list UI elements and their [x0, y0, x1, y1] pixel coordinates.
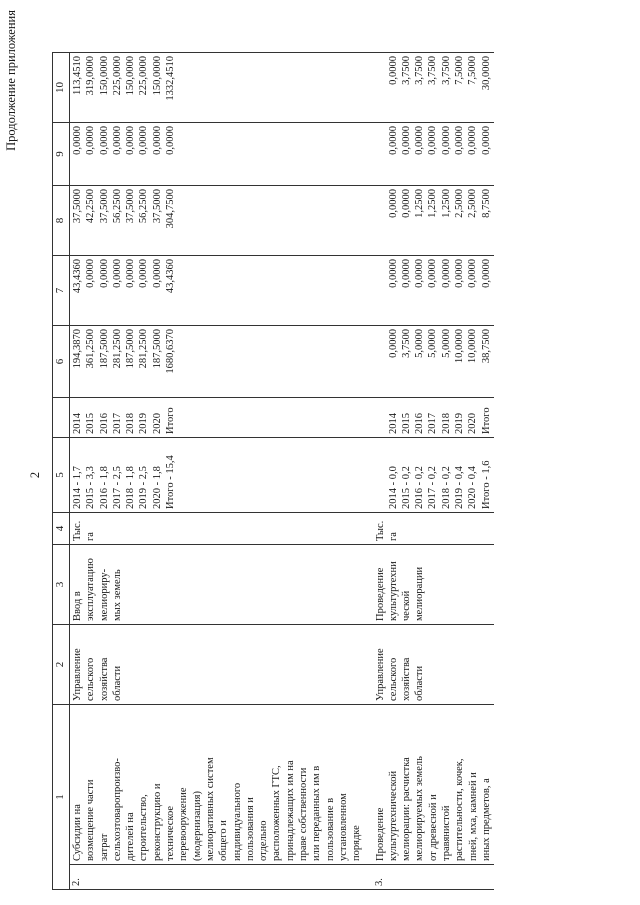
table-row	[365, 53, 495, 890]
number-line: 10,0000	[454, 329, 466, 364]
text-line: индивидуального	[231, 782, 243, 861]
header-cell: 9	[53, 123, 70, 186]
text-line: мелиорации	[414, 566, 426, 621]
text-line: Управление	[374, 648, 386, 701]
number-line: 0,0000	[125, 259, 137, 288]
year-line: 2014	[72, 413, 83, 434]
number-line: 0,0000	[480, 126, 492, 155]
column-6-values	[70, 326, 365, 398]
value-line: 2015 - 3,3	[85, 466, 97, 509]
header-cell: 2	[53, 625, 70, 705]
year-line: 2019	[138, 413, 150, 434]
table-row	[70, 53, 365, 890]
number-line: 56,2500	[111, 189, 123, 224]
text-line: затрат	[98, 833, 110, 861]
value-line: 2020 - 0,4	[467, 466, 479, 509]
number-line: 0,0000	[400, 259, 412, 288]
unit	[365, 513, 495, 545]
number-line: 0,0000	[454, 126, 466, 155]
value-line: 2015 - 0,2	[400, 466, 412, 509]
text-line: эксплуатацию	[85, 558, 97, 621]
header-cell: 10	[53, 53, 70, 123]
number-line: 0,0000	[427, 259, 439, 288]
value-line: Итого - 1,6	[480, 460, 492, 509]
text-line: мелиорируемых земель	[414, 756, 426, 861]
number-line: 1,2500	[440, 189, 452, 218]
text-line: области	[414, 665, 426, 701]
value-line: 2016 - 1,8	[98, 466, 110, 509]
text-line: пользование в	[324, 797, 336, 861]
number-line: 0,0000	[138, 126, 150, 155]
text-line: праве собственности	[298, 767, 310, 861]
executor	[365, 625, 495, 705]
number-line: 0,0000	[480, 259, 492, 288]
number-line: 1680,6370	[165, 329, 177, 374]
text-line: расположенных ГТС,	[271, 765, 283, 861]
number-line: 56,2500	[138, 189, 150, 224]
number-line: 194,3870	[72, 329, 83, 369]
text-line: отдельно	[258, 820, 270, 861]
year-line: 2014	[387, 413, 399, 434]
text-line: порядке	[351, 825, 363, 861]
number-line: 0,0000	[85, 126, 97, 155]
column-8-values	[70, 186, 365, 256]
number-line: 0,0000	[111, 259, 123, 288]
number-line: 0,0000	[387, 259, 399, 288]
number-line: 7,5000	[467, 56, 479, 85]
column-8-values	[365, 186, 495, 256]
indicator	[70, 545, 365, 625]
number-line: 0,0000	[125, 126, 137, 155]
number-line: 10,0000	[467, 329, 479, 364]
text-line: от древесной и	[427, 794, 439, 861]
number-line: 150,0000	[98, 56, 110, 96]
header-cell: 8	[53, 186, 70, 256]
year-line: 2020	[151, 413, 163, 434]
number-line: 3,7500	[400, 56, 412, 85]
year-line: 2016	[414, 413, 426, 434]
text-line: растительности, кочек,	[454, 758, 466, 861]
number-line: 0,0000	[387, 56, 399, 85]
number-line: 37,5000	[98, 189, 110, 224]
text-line: реконструкцию и	[151, 783, 163, 861]
number-line: 42,2500	[85, 189, 97, 224]
column-6-values	[365, 326, 495, 398]
number-line: 43,4360	[72, 259, 83, 294]
text-line: га	[85, 532, 97, 541]
number-line: 187,5000	[98, 329, 110, 369]
text-line: или переданных им в	[311, 765, 323, 861]
year-line: 2018	[125, 413, 137, 434]
number-line: 0,0000	[400, 189, 412, 218]
header-row	[53, 53, 70, 890]
value-line: Итого - 15,4	[165, 455, 177, 509]
number-line: 304,7500	[165, 189, 177, 229]
number-line: 0,0000	[454, 259, 466, 288]
value-line: 2016 - 0,2	[414, 466, 426, 509]
year-line: 2015	[85, 413, 97, 434]
text-line: иных предметов, а	[480, 778, 492, 861]
number-line: 5,0000	[414, 329, 426, 358]
text-line: Тыс.	[374, 520, 386, 541]
number-line: 37,5000	[125, 189, 137, 224]
activity-name	[70, 705, 365, 865]
number-line: 0,0000	[85, 259, 97, 288]
text-line: сельского	[85, 657, 97, 701]
text-line: области	[111, 665, 123, 701]
column-9-values	[365, 123, 495, 186]
text-line: га	[387, 532, 399, 541]
text-line: пользования и	[244, 797, 256, 861]
number-line: 0,0000	[387, 329, 399, 358]
number-line: 5,0000	[427, 329, 439, 358]
number-line: 0,0000	[151, 126, 163, 155]
text-line: дителей на	[125, 812, 137, 861]
text-line: сельхозтоваропроизво-	[111, 758, 123, 861]
header-cell: 4	[53, 513, 70, 545]
value-line: 2014 - 1,7	[72, 466, 83, 509]
number-line: 0,0000	[440, 259, 452, 288]
year-line: 2020	[467, 413, 479, 434]
year-line: 2016	[98, 413, 110, 434]
value-line: 2020 - 1,8	[151, 466, 163, 509]
text-line: мелиорации: расчистка	[401, 757, 413, 861]
text-line: пней, мха, камней и	[467, 772, 479, 861]
row-number: 3.	[365, 865, 495, 890]
indicator-values	[70, 438, 365, 513]
indicator	[365, 545, 495, 625]
number-line: 0,0000	[467, 259, 479, 288]
text-line: травянистой	[441, 805, 453, 861]
number-line: 0,0000	[98, 259, 110, 288]
value-line: 2019 - 0,4	[454, 466, 466, 509]
number-line: 1332,4510	[165, 56, 177, 101]
number-line: 1,2500	[414, 189, 426, 218]
year-line: 2018	[440, 413, 452, 434]
number-line: 0,0000	[440, 126, 452, 155]
text-line: возмещение части	[85, 779, 97, 861]
text-line: мых земель	[111, 569, 123, 621]
page-number: 2	[28, 471, 42, 479]
text-line: хозяйства	[98, 657, 110, 701]
number-line: 37,5000	[72, 189, 83, 224]
year-line: 2017	[427, 413, 439, 434]
column-10-values	[365, 53, 495, 123]
number-line: 3,7500	[400, 329, 412, 358]
number-line: 7,5000	[454, 56, 466, 85]
years	[70, 398, 365, 438]
text-line: мелиоративных систем	[204, 757, 216, 861]
number-line: 150,0000	[125, 56, 137, 96]
number-line: 281,2500	[138, 329, 150, 369]
text-line: Ввод в	[72, 591, 83, 621]
value-line: 2018 - 1,8	[125, 466, 137, 509]
header-cell: 1	[53, 705, 70, 890]
year-line: 2015	[400, 413, 412, 434]
row-number: 2.	[70, 865, 365, 890]
text-line: установленном	[337, 793, 349, 861]
number-line: 30,0000	[480, 56, 492, 91]
text-line: (модернизация)	[191, 791, 203, 861]
text-line: Субсидии на	[72, 804, 83, 861]
number-line: 361,2500	[85, 329, 97, 369]
text-line: перевооружение	[178, 787, 190, 861]
number-line: 0,0000	[111, 126, 123, 155]
value-line: 2017 - 0,2	[427, 466, 439, 509]
number-line: 187,5000	[151, 329, 163, 369]
year-line: 2019	[454, 413, 466, 434]
year-line: 2017	[111, 413, 123, 434]
number-line: 38,7500	[480, 329, 492, 364]
number-line: 0,0000	[427, 126, 439, 155]
number-line: 2,5000	[467, 189, 479, 218]
number-line: 0,0000	[165, 126, 177, 155]
text-line: Проведение	[374, 807, 386, 861]
caption: Продолжение приложения	[4, 10, 18, 151]
number-line: 5,0000	[440, 329, 452, 358]
text-line: ческой	[401, 590, 413, 621]
number-line: 0,0000	[72, 126, 83, 155]
text-line: техническое	[165, 805, 177, 861]
indicator-values	[365, 438, 495, 513]
number-line: 3,7500	[414, 56, 426, 85]
header-cell: 3	[53, 545, 70, 625]
program-table	[52, 52, 494, 890]
column-10-values	[70, 53, 365, 123]
text-line: Проведение	[374, 567, 386, 621]
number-line: 3,7500	[440, 56, 452, 85]
number-line: 0,0000	[414, 259, 426, 288]
value-line: 2017 - 2,5	[111, 466, 123, 509]
column-7-values	[365, 256, 495, 326]
column-7-values	[70, 256, 365, 326]
text-line: сельского	[387, 657, 399, 701]
number-line: 2,5000	[454, 189, 466, 218]
number-line: 8,7500	[480, 189, 492, 218]
text-line: культуртехнической	[387, 770, 399, 861]
number-line: 3,7500	[427, 56, 439, 85]
number-line: 0,0000	[387, 126, 399, 155]
number-line: 0,0000	[414, 126, 426, 155]
text-line: культуртехни	[387, 561, 399, 621]
text-line: строительство,	[138, 794, 150, 861]
year-line: Итого	[165, 407, 177, 434]
number-line: 187,5000	[125, 329, 137, 369]
text-line: Управление	[72, 648, 83, 701]
executor	[70, 625, 365, 705]
text-line: мелиориру-	[98, 568, 110, 621]
text-line: Тыс.	[72, 520, 83, 541]
value-line: 2014 - 0,0	[387, 466, 399, 509]
number-line: 43,4360	[165, 259, 177, 294]
number-line: 0,0000	[467, 126, 479, 155]
number-line: 319,0000	[85, 56, 97, 96]
activity-name	[365, 705, 495, 865]
header-cell: 5	[53, 438, 70, 513]
header-cell: 6	[53, 326, 70, 398]
years	[365, 398, 495, 438]
header-cell	[53, 398, 70, 438]
number-line: 37,5000	[151, 189, 163, 224]
column-9-values	[70, 123, 365, 186]
number-line: 1,2500	[427, 189, 439, 218]
number-line: 225,0000	[138, 56, 150, 96]
number-line: 225,0000	[111, 56, 123, 96]
number-line: 113,4510	[72, 56, 83, 95]
header-cell: 7	[53, 256, 70, 326]
number-line: 0,0000	[98, 126, 110, 155]
year-line: Итого	[480, 407, 492, 434]
number-line: 281,2500	[111, 329, 123, 369]
number-line: 0,0000	[151, 259, 163, 288]
number-line: 0,0000	[138, 259, 150, 288]
text-line: хозяйства	[401, 657, 413, 701]
value-line: 2018 - 0,2	[440, 466, 452, 509]
text-line: общего и	[218, 820, 230, 861]
number-line: 0,0000	[387, 189, 399, 218]
value-line: 2019 - 2,5	[138, 466, 150, 509]
number-line: 0,0000	[400, 126, 412, 155]
unit	[70, 513, 365, 545]
number-line: 150,0000	[151, 56, 163, 96]
text-line: принадлежащих им на	[284, 760, 296, 861]
